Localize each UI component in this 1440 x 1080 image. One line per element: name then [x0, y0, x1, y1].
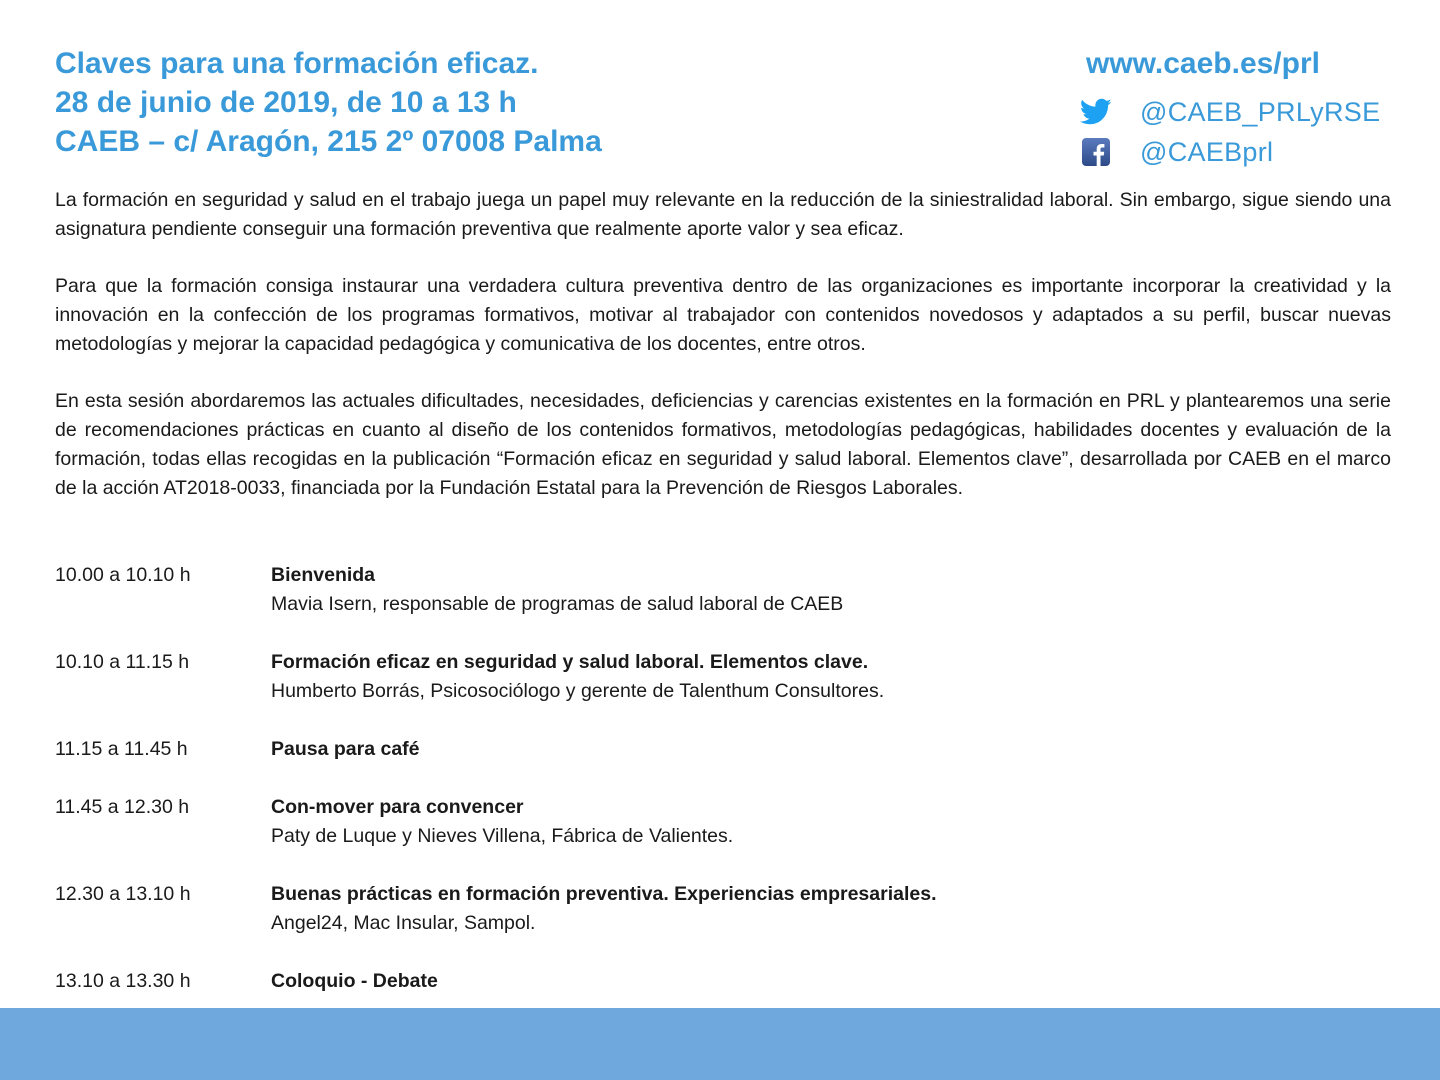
event-title: Claves para una formación eficaz.: [55, 47, 539, 80]
twitter-bird-icon: [1080, 96, 1112, 128]
website-link[interactable]: www.caeb.es/prl: [1086, 47, 1320, 80]
intro-paragraph: Para que la formación consiga instaurar una verdadera cultura preventiva dentro de las organizaciones es importante incorporar la creatividad y la innovación en la confección de los programas formativos, motivar al trabajador con contenidos novedosos y adaptados a su perfil, buscar nuevas metodologías y mejorar la capacidad pedagógica y comunicativa de los docentes, entre otros.: [55, 275, 1391, 355]
agenda-title: Buenas prácticas en formación preventiva. Experiencias empresariales.: [271, 883, 937, 905]
agenda-list: [55, 561, 1391, 1025]
agenda-time: 11.15 a 11.45 h: [55, 738, 188, 760]
agenda-time: 12.30 a 13.10 h: [55, 883, 191, 905]
agenda-item: [55, 967, 1391, 996]
agenda-item: [55, 880, 1391, 938]
intro-text: [55, 186, 1391, 531]
agenda-speaker: Mavia Isern, responsable de programas de salud laboral de CAEB: [271, 593, 844, 615]
agenda-time: 10.10 a 11.15 h: [55, 651, 190, 673]
agenda-time: 11.45 a 12.30 h: [55, 796, 190, 818]
facebook-handle: @CAEBprl: [1140, 136, 1274, 167]
agenda-time: 13.10 a 13.30 h: [55, 970, 191, 992]
facebook-f-icon: [1080, 136, 1112, 168]
agenda-speaker: Paty de Luque y Nieves Villena, Fábrica de Valientes.: [271, 825, 734, 847]
footer-bar: [0, 1008, 1440, 1080]
agenda-title: Formación eficaz en seguridad y salud laboral. Elementos clave.: [271, 651, 869, 673]
agenda-title: Con-mover para convencer: [271, 796, 524, 818]
facebook-row[interactable]: [1080, 136, 1273, 168]
intro-paragraph: La formación en seguridad y salud en el trabajo juega un papel muy relevante en la reducción de la siniestralidad laboral. Sin embargo, sigue siendo una asignatura pendiente conseguir una formación preventiva que realmente aporte valor y sea eficaz.: [55, 189, 1391, 240]
intro-paragraph: En esta sesión abordaremos las actuales dificultades, necesidades, deficiencias y carencias existentes en la formación en PRL y plantearemos una serie de recomendaciones prácticas en cuanto al diseño de los contenidos formativos, metodologías pedagógicas, habilidades docentes y evaluación de la formación, todas ellas recogidas en la publicación “Formación eficaz en seguridad y salud laboral. Elementos clave”, desarrollada por CAEB en el marco de la acción AT2018-0033, financiada por la Fundación Estatal para la Prevención de Riesgos Laborales.: [55, 390, 1391, 499]
agenda-title: Coloquio - Debate: [271, 970, 438, 992]
agenda-speaker: Angel24, Mac Insular, Sampol.: [271, 912, 536, 934]
agenda-title: Bienvenida: [271, 564, 376, 586]
agenda-item: [55, 793, 1391, 851]
agenda-item: [55, 735, 1391, 764]
agenda-speaker: Humberto Borrás, Psicosociólogo y gerente de Talenthum Consultores.: [271, 680, 885, 702]
twitter-row[interactable]: [1080, 96, 1380, 128]
event-header: [55, 44, 602, 161]
agenda-time: 10.00 a 10.10 h: [55, 564, 191, 586]
twitter-handle: @CAEB_PRLyRSE: [1140, 96, 1381, 127]
agenda-item: [55, 561, 1391, 619]
event-date: 28 de junio de 2019, de 10 a 13 h: [55, 86, 517, 119]
agenda-title: Pausa para café: [271, 738, 420, 760]
agenda-item: [55, 648, 1391, 706]
event-location: CAEB – c/ Aragón, 215 2º 07008 Palma: [55, 125, 602, 158]
